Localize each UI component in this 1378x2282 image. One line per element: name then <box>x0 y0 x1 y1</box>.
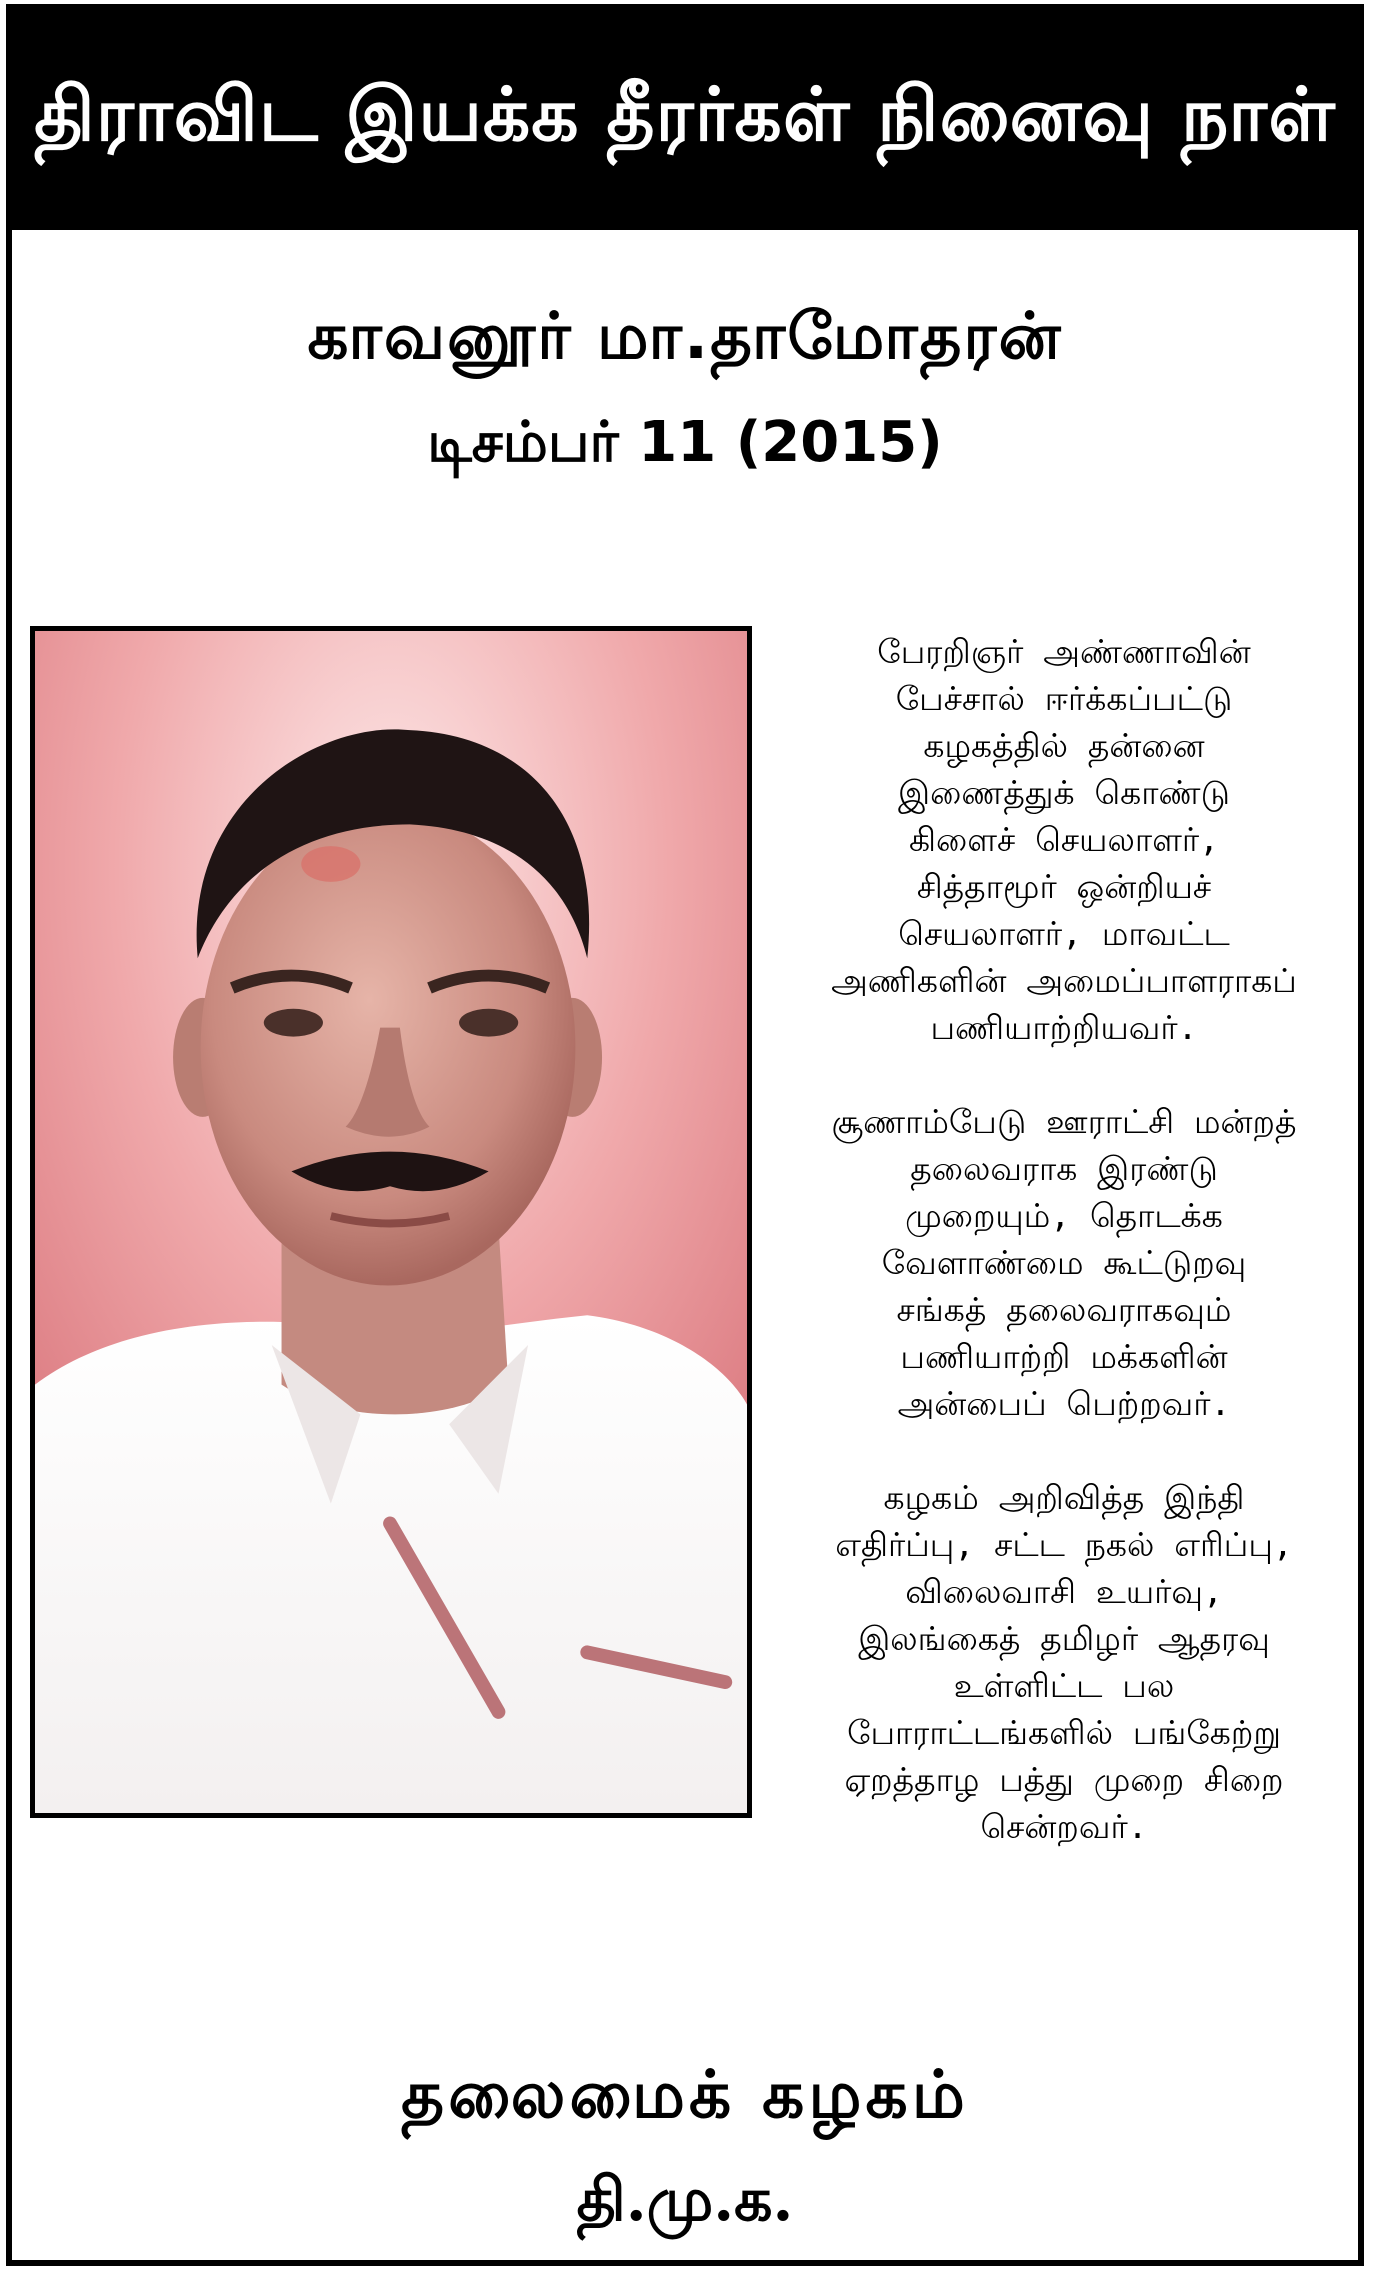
bio-paragraph-3 <box>764 1474 1364 1850</box>
bio-line: அன்பைப் பெற்றவர். <box>897 1384 1231 1423</box>
bio-line: சென்றவர். <box>980 1807 1148 1846</box>
portrait-illustration <box>35 631 747 1813</box>
bio-line: இலங்கைத் தமிழர் ஆதரவு <box>858 1619 1270 1658</box>
biography <box>764 628 1364 1897</box>
bio-line: அணிகளின் அமைப்பாளராகப் <box>831 961 1297 1000</box>
bio-line: போராட்டங்களில் பங்கேற்று <box>847 1713 1281 1752</box>
footer-party: தி.மு.க. <box>576 2165 794 2235</box>
footer-organization: தலைமைக் கழகம் <box>401 2055 969 2133</box>
bio-line: கழகத்தில் தன்னை <box>923 726 1205 765</box>
memorial-notice <box>6 4 1364 2266</box>
bio-line: இணைத்துக் கொண்டு <box>898 773 1230 812</box>
bio-line: பேச்சால் ஈர்க்கப்பட்டு <box>895 679 1233 718</box>
header-banner <box>12 10 1358 230</box>
header-title: திராவிட இயக்க தீரர்கள் நினைவு நாள் <box>34 72 1336 158</box>
bio-line: செயலாளர், மாவட்ட <box>898 914 1230 953</box>
bio-paragraph-2 <box>764 1098 1364 1427</box>
bio-line: கிளைச் செயலாளர், <box>909 820 1219 859</box>
bio-line: சூணாம்பேடு ஊராட்சி மன்றத் <box>831 1102 1297 1141</box>
portrait-photo <box>30 626 752 1818</box>
bio-line: பேரறிஞர் அண்ணாவின் <box>877 632 1251 671</box>
bio-line: வேளாண்மை கூட்டுறவு <box>881 1243 1247 1282</box>
bio-paragraph-1 <box>764 628 1364 1051</box>
bio-line: பணியாற்றியவர். <box>930 1008 1198 1047</box>
bio-line: முறையும், தொடக்க <box>905 1196 1223 1235</box>
bio-line: பணியாற்றி மக்களின் <box>900 1337 1228 1376</box>
bio-line: சித்தாமூர் ஒன்றியச் <box>916 867 1212 906</box>
bio-line: ஏறத்தாழ பத்து முறை சிறை <box>844 1760 1284 1799</box>
bio-line: உள்ளிட்ட பல <box>953 1666 1175 1705</box>
bio-line: எதிர்ப்பு, சட்ட நகல் எரிப்பு, <box>835 1525 1293 1564</box>
bio-line: கழகம் அறிவித்த இந்தி <box>883 1478 1245 1517</box>
bio-line: தலைவராக இரண்டு <box>910 1149 1218 1188</box>
person-name: காவனூர் மா.தாமோதரன் <box>307 300 1063 374</box>
bio-line: சங்கத் தலைவராகவும் <box>896 1290 1232 1329</box>
memorial-date: டிசம்பர் 11 (2015) <box>427 410 943 475</box>
bio-line: விலைவாசி உயர்வு, <box>905 1572 1223 1611</box>
